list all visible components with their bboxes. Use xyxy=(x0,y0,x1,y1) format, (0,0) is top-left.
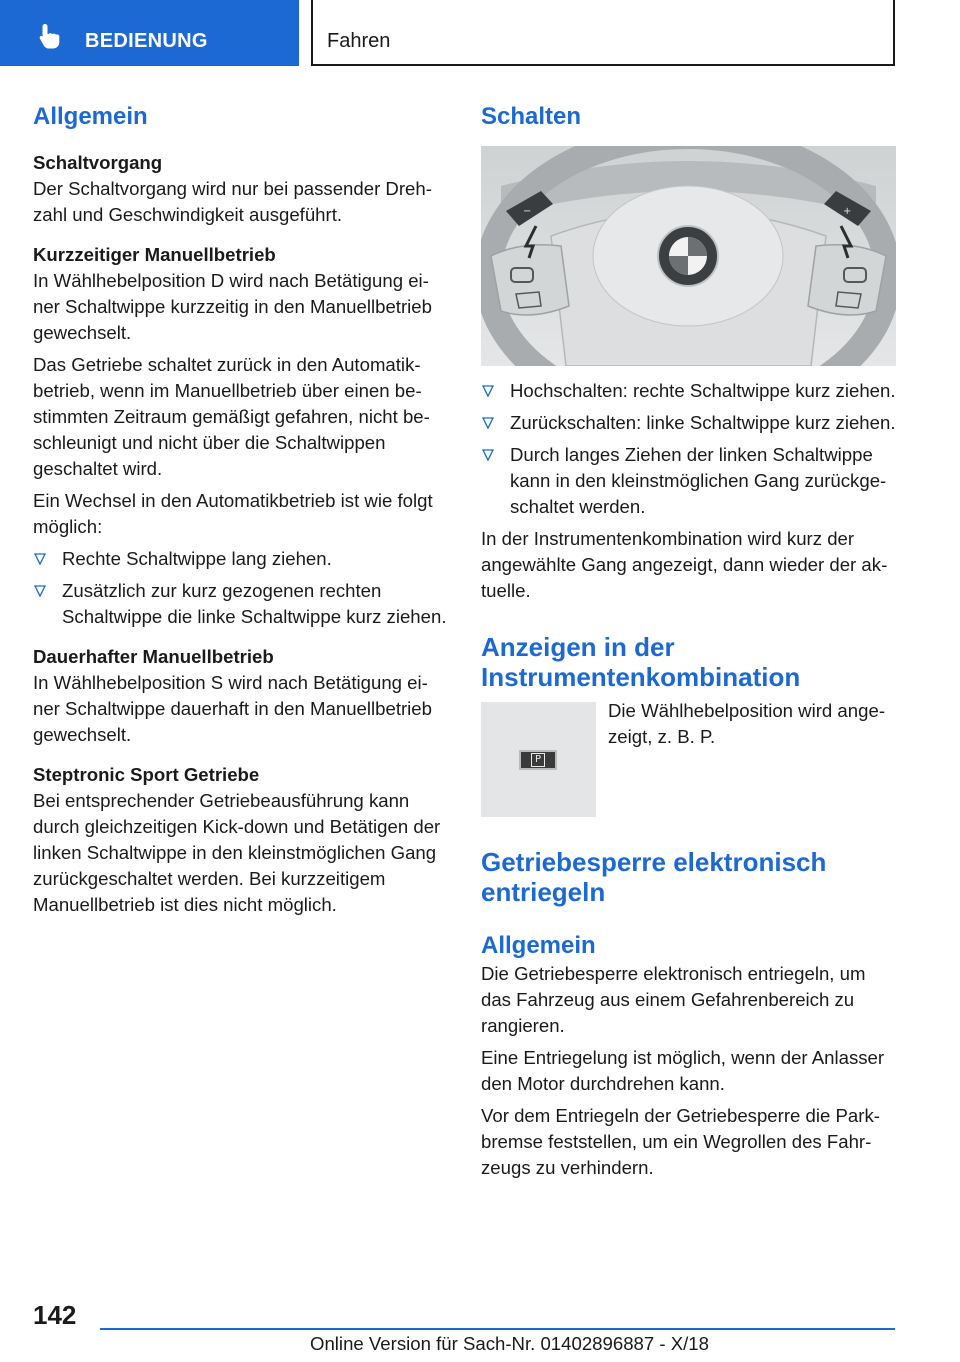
section-title-kurzzeitig: Kurzzeitiger Manuellbetrieb xyxy=(33,244,276,265)
section-tab xyxy=(0,0,299,66)
section-title-steptronic: Steptronic Sport Getriebe xyxy=(33,764,260,785)
gear-indicator-icon xyxy=(519,750,557,770)
list-item: Zurückschalten: linke Schaltwippe kurz ziehen. xyxy=(481,410,896,436)
paragraph: In Wählhebelposition S wird nach Betätigung einer Schaltwippe dauerhaft in den Manuellbetrieb gewechselt. xyxy=(33,672,432,745)
paragraph: In Wählhebelposition D wird nach Betätigung einer Schaltwippe kurzzeitig in den Manuellbetrieb gewechselt. xyxy=(33,270,432,343)
list-item: Durch langes Ziehen der linken Schaltwippe kann in den kleinstmöglichen Gang zurückgeschaltet werden. xyxy=(481,442,896,520)
shift-bullet-list xyxy=(481,378,896,520)
paragraph: Die Getriebesperre elektronisch entriegeln, um das Fahrzeug aus einem Gefahrenbereich zu rangieren. xyxy=(481,963,866,1036)
right-column xyxy=(481,100,896,1187)
hand-pointer-icon xyxy=(36,22,64,50)
section-title-dauerhaft: Dauerhafter Manuellbetrieb xyxy=(33,646,274,667)
triangle-bullet-icon xyxy=(34,553,46,565)
list-item: Rechte Schaltwippe lang ziehen. xyxy=(33,546,448,572)
gear-symbol: P xyxy=(531,753,545,767)
heading-unlock: Getriebesperre elektronisch entriegeln xyxy=(481,847,827,907)
bullet-list xyxy=(33,546,448,630)
left-heading: Allgemein xyxy=(33,103,148,130)
footer-divider xyxy=(100,1328,895,1330)
chapter-title: Fahren xyxy=(327,30,391,52)
svg-text:+: + xyxy=(843,206,852,217)
paragraph: Vor dem Entriegeln der Getriebesperre die Parkbremse feststellen, um ein Wegrollen des Fahrzeugs zu verhindern. xyxy=(481,1105,880,1178)
display-section xyxy=(481,702,896,817)
paragraph: Das Getriebe schaltet zurück in den Automatikbetrieb, wenn im Manuellbetrieb über einen bestimmten Zeitraum gemäßigt gefahren, nicht beschleunigt und nicht über die Schaltwippen geschaltet wird. xyxy=(33,354,430,479)
page-header xyxy=(0,0,960,66)
left-column xyxy=(33,100,448,924)
gear-display-illustration xyxy=(481,702,596,817)
section-tab-label: BEDIENUNG xyxy=(85,30,208,52)
triangle-bullet-icon xyxy=(482,385,494,397)
paragraph: Bei entsprechender Getriebeausführung kann durch gleichzeitigen Kick-down und Betätigen der linken Schaltwippe in den kleinstmöglichen Gang zurückgeschaltet werden. Bei kurzzeitigem Manuellbetrieb ist dies nicht möglich. xyxy=(33,790,441,915)
section-title-schaltvorgang: Schaltvorgang xyxy=(33,152,163,173)
footer-online-version: Online Version für Sach-Nr. 01402896887 - X/18 xyxy=(310,1333,709,1354)
triangle-bullet-icon xyxy=(482,449,494,461)
page-number: 142 xyxy=(33,1300,77,1330)
right-heading: Schalten xyxy=(481,103,582,130)
steering-wheel-illustration xyxy=(481,146,896,366)
svg-text:−: − xyxy=(523,206,532,217)
triangle-bullet-icon xyxy=(34,585,46,597)
list-item: Zusätzlich zur kurz gezogenen rechten Schaltwippe die linke Schaltwippe kurz ziehen. xyxy=(33,578,448,630)
list-item: Hochschalten: rechte Schaltwippe kurz ziehen. xyxy=(481,378,896,404)
paragraph: Der Schaltvorgang wird nur bei passender Drehzahl und Geschwindigkeit ausgeführt. xyxy=(33,178,432,225)
paragraph: Eine Entriegelung ist möglich, wenn der Anlasser den Motor durchdrehen kann. xyxy=(481,1047,885,1094)
paragraph: Ein Wechsel in den Automatikbetrieb ist wie folgt möglich: xyxy=(33,490,433,537)
triangle-bullet-icon xyxy=(482,417,494,429)
chapter-box xyxy=(311,0,895,66)
subheading-allgemein: Allgemein xyxy=(481,932,596,959)
paragraph: In der Instrumentenkombination wird kurz der angewählte Gang angezeigt, dann wieder der aktuelle. xyxy=(481,528,888,601)
heading-display: Anzeigen in der Instrumentenkombination xyxy=(481,632,801,692)
display-description: Die Wählhebelposition wird angezeigt, z. B. P. xyxy=(608,700,886,747)
